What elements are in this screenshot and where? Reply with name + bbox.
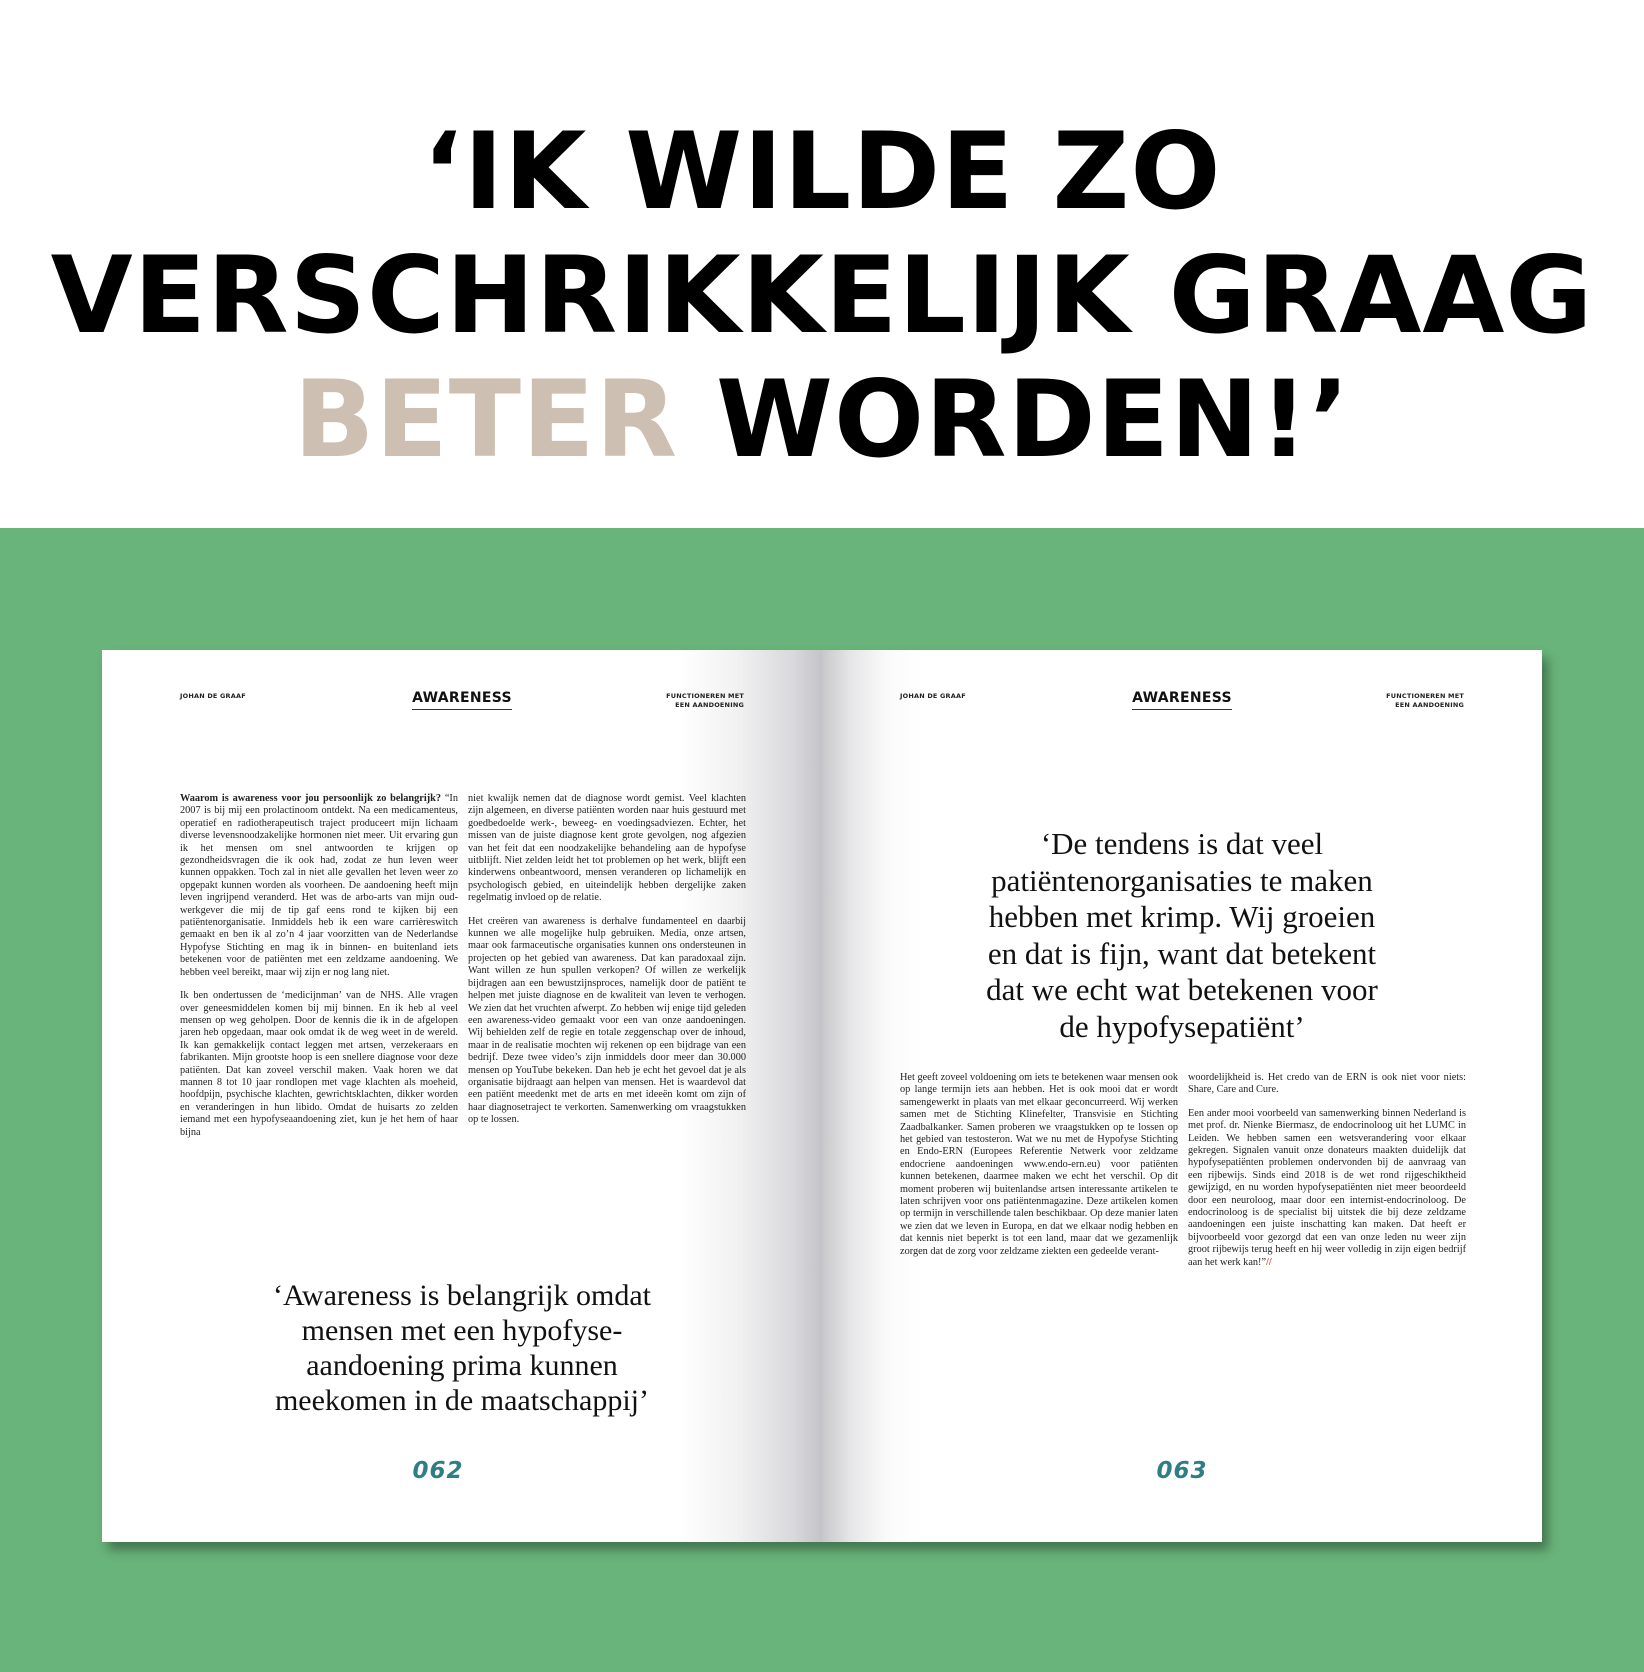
running-head-rubric: FUNCTIONEREN MET EEN AANDOENING: [1386, 692, 1464, 709]
page-number-label: 063: [1156, 1458, 1208, 1484]
magazine-spread: [102, 650, 1542, 1542]
headline-line-3-rest: WORDEN!’: [678, 358, 1351, 481]
running-head-author: JOHAN DE GRAAF: [180, 692, 246, 700]
section-title-label: AWARENESS: [1132, 690, 1232, 710]
page-number: [822, 1458, 1542, 1484]
left-page: [102, 650, 822, 1542]
closing-text: Een ander mooi voorbeeld van samenwerking binnen Nederland is met prof. dr. Nienke Biermasz, de endocrinoloog uit het LUMC in Leiden. We hebben samen een wetsverandering voor elkaar gekregen. Signalen vanuit onze donateurs maakten duidelijk dat hypofysepatiënten problemen ondervonden bij de aanvraag van een rijbewijs. Sinds eind 2018 is de wet rond rijgeschiktheid gewijzigd, en nu worden hypofysepatiënten niet meer beoordeeld door een neuroloog, maar door een internist-endocrinoloog. De endocrinoloog is de specialist bij uitstek die bij deze zeldzame aandoeningen een juiste inschatting kan maken. Dat heeft er bijvoorbeeld voor gezorgd dat een van onze leden nu weer zijn groot rijbewijs terug heeft en hij weer volledig in zijn eigen bedrijf aan het werk kan!”: [1188, 1107, 1466, 1268]
pull-quote: ‘Awareness is belangrijk omdat mensen met een hypofyse- aandoening prima kunnen meekomen in de maatschappij’: [273, 1279, 651, 1417]
body-paragraph: [180, 793, 458, 979]
headline-line-1: ‘IK WILDE ZO: [422, 110, 1222, 233]
body-paragraph: Ik ben ondertussen de ‘medicijnman’ van de NHS. Alle vragen over geneesmiddelen komen bij mij binnen. En ik heb al veel mensen op weg geholpen. Door de kennis die ik in de afgelopen jaren heb opgedaan, maar ook omdat ik de weg weet in de wereld. Ik kan gemakkelijk contact leggen met artsen, verzekeraars en fabrikanten. Mijn grootste hoop is een snellere diagnose voor deze patiënten. Dat kan zoveel verschil maken. Vaak horen we dat mannen 8 tot 10 jaar rondlopen met vage klachten als moeheid, hoofdpijn, psychische klachten, gewrichtsklachten, dikker worden en veranderingen in hun libido. Omdat de huisarts zo zelden iemand met een hypofyseaandoening ziet, kun je het hem of haar bijna: [180, 990, 458, 1138]
page-number: [102, 1458, 798, 1484]
right-column-2: [1188, 1072, 1466, 1280]
headline-line-3: [0, 358, 1644, 482]
left-column-2: [468, 793, 746, 1138]
page-number-label: 062: [412, 1458, 464, 1484]
body-paragraph: Het creëren van awareness is derhalve fundamenteel en daarbij kunnen we alle mogelijke hulp gebruiken. Media, onze artsen, maar ook farmaceutische organisaties kunnen ons ondersteunen in projecten op het gebied van awareness. Dat kan paradoxaal zijn. Want willen ze hun spullen verkopen? Of willen ze werkelijk bijdragen aan een bewustzijnsproces, namelijk door de patiënt te helpen met juiste diagnose en de kwaliteit van leven te verhogen. We zien dat het vruchten afwerpt. Zo hebben wij enige tijd geleden een awareness-video gemaakt voor een van onze aandoeningen. Wij behielden zelf de regie en totale zeggenschap over de inhoud, maar in de realisatie mochten wij rekenen op een bijdrage van een bedrijf. Deze twee video’s zijn inmiddels door meer dan 30.000 mensen op YouTube bekeken. Dan heb je echt het gevoel dat je als organisatie bijdraagt aan helpen van mensen. Het is waardevol dat een patiënt meedenkt met de arts en met ideeën komt om zijn of haar diagnosetraject te verkorten. Samenwerking om vraagstukken op te lossen.: [468, 915, 746, 1126]
section-title-label: AWARENESS: [412, 690, 512, 710]
headline: [0, 110, 1644, 482]
running-head-rubric: FUNCTIONEREN MET EEN AANDOENING: [666, 692, 744, 709]
right-column-1: [900, 1072, 1178, 1269]
end-mark: //: [1266, 1256, 1272, 1268]
body-paragraph: woordelijkheid is. Het credo van de ERN is ook niet voor niets: Share, Care and Cure.: [1188, 1072, 1466, 1096]
left-column-1: [180, 793, 458, 1150]
interview-question: Waarom is awareness voor jou persoonlijk zo belangrijk?: [180, 793, 442, 804]
body-paragraph: niet kwalijk nemen dat de diagnose wordt gemist. Veel klachten zijn algemeen, en diverse patiënten worden naar huis gestuurd met goedbedoelde werk-, beweeg- en voedingsadviezen. Echter, het missen van de juiste diagnose kent grote gevolgen, nog afgezien van het feit dat een noodzakelijke behandeling aan de hypofyse uitblijft. Niet zelden leidt het tot problemen op het werk, blijft een kinderwens onbeantwoord, mensen veranderen op lichamelijk en psychologisch gebied, en uiteindelijk hebben dergelijke zaken regelmatig invloed op de relatie.: [468, 793, 746, 904]
body-paragraph: Het geeft zoveel voldoening om iets te betekenen waar mensen ook op lange termijn iets aan hebben. Het is ook mooi dat er wordt samengewerkt in plaats van met elkaar geconcurreerd. Wij werken samen met de Stichting Klinefelter, Transvisie en Stichting Zaadbalkanker. Samen proberen we vraagstukken op te lossen op het gebied van testosteron. Wat we nu met de Hypofyse Stichting en Endo-ERN (Europees Referentie Netwerk voor zeldzame endocriene aandoeningen www.endo-ern.eu) voor patiënten kunnen betekenen, daarmee maken we echt het verschil. Op dit moment proberen wij buitenlandse artsen interessante artikelen te laten schrijven voor ons patiëntenmagazine. Deze artikelen komen op termijn in verschillende talen beschikbaar. Op deze manier laten we zien dat we leven in Europa, en dat we elkaar nodig hebben en dat kennis niet beperkt is tot een land, maar dat we gezamenlijk zorgen dat de zorg voor zeldzame ziekten een gedeelde verant-: [900, 1072, 1178, 1257]
headline-accent-word: BETER: [293, 358, 679, 481]
headline-line-2: VERSCHRIKKELIJK GRAAG: [50, 234, 1594, 357]
body-paragraph: [1188, 1108, 1466, 1269]
right-page: [822, 650, 1542, 1542]
running-head-author: JOHAN DE GRAAF: [900, 692, 966, 700]
pull-quote: ‘De tendens is dat veel patiëntenorganisaties te maken hebben met krimp. Wij groeien en dat is fijn, want dat betekent dat we echt wat betekenen voor de hypofysepatiënt’: [986, 826, 1378, 1044]
answer-text: “In 2007 is bij mij een prolactinoom ontdekt. Na een medicamenteus, operatief en radiotherapeutisch traject produceert mijn lichaam diverse levensnoodzakelijke hormonen niet meer. Uit ervaring gun ik het mensen om snel antwoorden te krijgen op gezondheidsvragen die ik ook had, zodat ze hun leven weer kunnen oppakken. Toch zal in niet alle gevallen het leven weer zo opgepakt kunnen worden als voorheen. De aandoening heeft mijn leven ingrijpend veranderd. Het was de arbo-arts van mijn oud-werkgever die mij de tip gaf eens rond te kijken bij een patiëntenorganisatie. Inmiddels heb ik een ware carrièreswitch gemaakt en ben ik al zo’n 4 jaar voorzitten van de Nederlandse Hypofyse Stichting en mag ik in binnen- en buitenland iets betekenen voor de patiënten met een zeldzame aandoening. We hebben veel bereikt, maar wij zijn er nog lang niet.: [180, 793, 458, 978]
